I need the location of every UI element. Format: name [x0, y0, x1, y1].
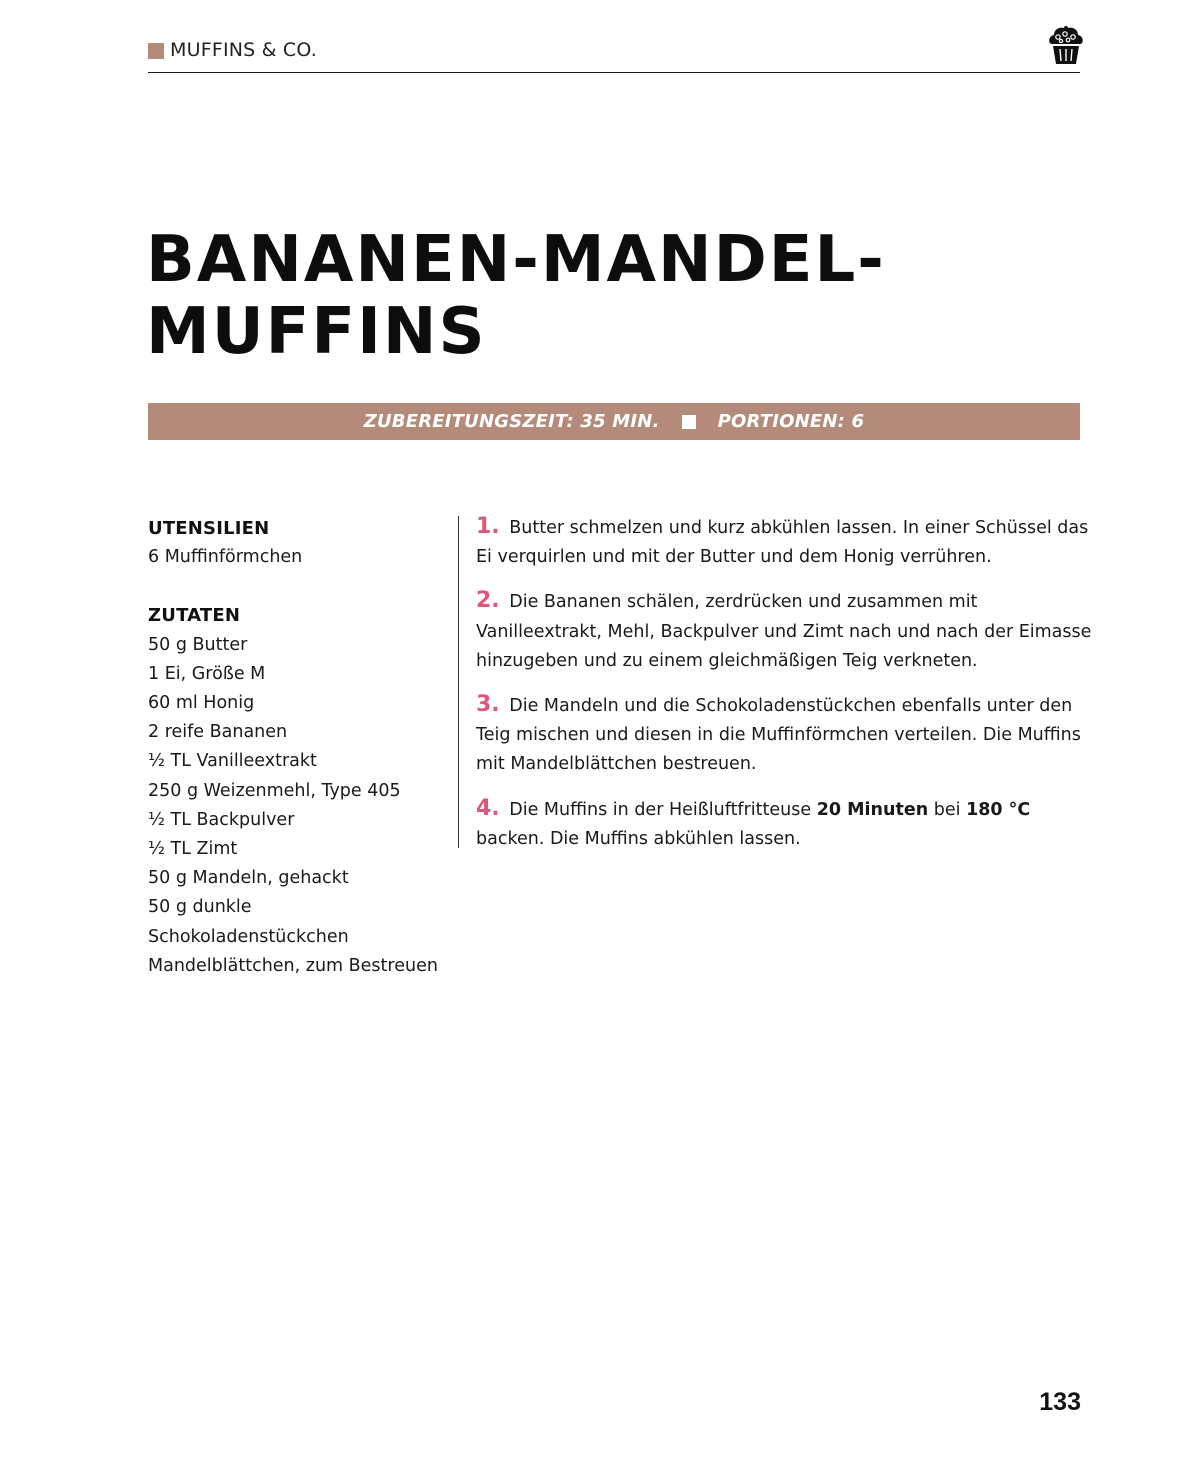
- recipe-info-bar: [148, 403, 1080, 440]
- step-number: 1.: [476, 514, 500, 539]
- section-gap: [148, 572, 448, 601]
- step-text-before: Die Muffins in der Heißluftfritteuse: [509, 799, 812, 820]
- servings: PORTIONEN: 6: [717, 411, 865, 432]
- ingredient-item: 250 g Weizenmehl, Type 405: [148, 780, 401, 801]
- column-divider: [458, 516, 459, 848]
- info-separator: [682, 415, 696, 429]
- step-text: Butter schmelzen und kurz abkühlen lassen. In einer Schüssel das Ei verquirlen und mit der Butter und dem Honig verrühren.: [476, 518, 1089, 568]
- ingredient-item: 50 g Mandeln, gehackt: [148, 868, 349, 889]
- section-marker: [148, 43, 164, 59]
- steps-column: [476, 512, 1096, 868]
- step-4: [476, 794, 1096, 854]
- step-text-after: backen. Die Muffins abkühlen lassen.: [476, 828, 801, 849]
- ingredient-item: 1 Ei, Größe M: [148, 663, 266, 684]
- ingredient-item: ½ TL Zimt: [148, 839, 238, 860]
- step-2: [476, 586, 1096, 676]
- muffin-icon: [1046, 22, 1086, 66]
- ingredient-item: ½ TL Vanilleextrakt: [148, 751, 317, 772]
- step-text: Die Bananen schälen, zerdrücken und zusammen mit Vanilleextrakt, Mehl, Backpulver und Zimt nach und nach der Eimasse hinzugeben und zu einem gleichmäßigen Teig verkneten.: [476, 592, 1092, 671]
- ingredients-heading: ZUTATEN: [148, 605, 241, 627]
- page-number: 133: [1039, 1388, 1081, 1416]
- recipe-title: [146, 224, 886, 368]
- step-1: [476, 512, 1096, 572]
- ingredient-item: 50 g Butter: [148, 634, 248, 655]
- step-text-middle: bei: [933, 799, 961, 820]
- step-number: 4.: [476, 795, 500, 821]
- utensil-item: 6 Muffinförmchen: [148, 547, 303, 568]
- section-label: MUFFINS & CO.: [170, 39, 318, 61]
- step-number: 2.: [476, 588, 500, 614]
- step-3: [476, 690, 1096, 780]
- ingredients-column: [148, 514, 448, 981]
- page-header: [148, 38, 1080, 73]
- utensils-heading: UTENSILIEN: [148, 518, 270, 539]
- step-bake-temp: 180 °C: [966, 799, 1031, 820]
- ingredient-item: 2 reife Bananen: [148, 722, 288, 743]
- ingredient-item: Mandelblättchen, zum Bestreuen: [148, 955, 438, 976]
- ingredient-item: 60 ml Honig: [148, 693, 255, 714]
- step-text: Die Mandeln und die Schokoladenstückchen ebenfalls unter den Teig mischen und diesen in die Muffinförmchen verteilen. Die Muffins mit Mandelblättchen bestreuen.: [476, 696, 1081, 775]
- recipe-title-line2: MUFFINS: [146, 295, 487, 369]
- prep-time: ZUBEREITUNGSZEIT: 35 MIN.: [363, 411, 660, 432]
- step-number: 3.: [476, 692, 500, 718]
- recipe-title-line1: BANANEN-MANDEL-: [146, 223, 886, 297]
- step-bake-time: 20 Minuten: [816, 799, 929, 820]
- ingredient-item: ½ TL Backpulver: [148, 809, 295, 830]
- ingredient-item: 50 g dunkle Schokoladenstückchen: [148, 897, 349, 947]
